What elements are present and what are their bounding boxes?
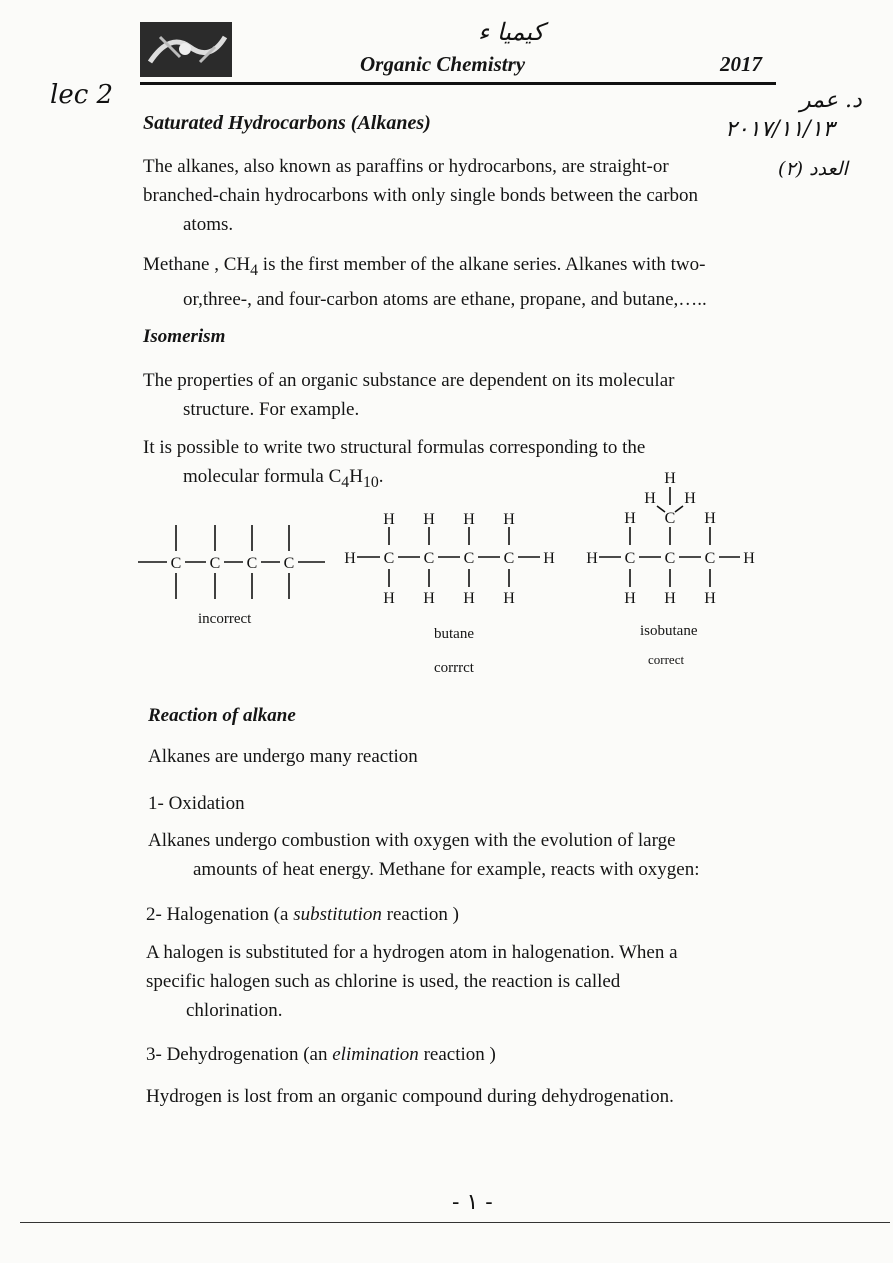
hydrogen-atom: H — [624, 590, 636, 607]
hydrogen-atom: H — [463, 590, 475, 607]
text-line: branched-chain hydrocarbons with only single bonds between the carbon — [143, 185, 699, 206]
arabic-note: كيميا ء — [478, 18, 545, 46]
carbon-atom: C — [423, 550, 435, 567]
carbon-atom: C — [704, 550, 716, 567]
text-line: The properties of an organic substance are dependent on its molecular — [143, 370, 675, 391]
hydrogen-atom: H — [624, 510, 636, 527]
carbon-atom: C — [463, 550, 475, 567]
arabic-doctor: د. عمر — [800, 88, 862, 113]
margin-note: lec 2 — [50, 80, 114, 110]
carbon-atom: C — [246, 555, 258, 572]
reaction-2-title — [146, 900, 776, 929]
page-title: Organic Chemistry — [360, 52, 526, 76]
carbon-atom: C — [664, 510, 676, 527]
reaction-intro: Alkanes are undergo many reaction — [148, 746, 418, 767]
text-fragment: 3- Dehydrogenation (an — [146, 1044, 333, 1065]
hydrogen-atom: H — [344, 550, 356, 567]
text-line: amounts of heat energy. Methane for example, reacts with oxygen: — [193, 859, 700, 880]
text-line: The alkanes, also known as paraffins or hydrocarbons, are straight-or — [143, 156, 669, 177]
paragraph-properties — [143, 366, 773, 424]
text-fragment: reaction ) — [418, 1044, 496, 1065]
hydrogen-atom: H — [586, 550, 598, 567]
text-line: or,three-, and four-carbon atoms are ethane, propane, and butane,….. — [183, 288, 707, 310]
paragraph-oxidation — [148, 826, 773, 884]
arabic-date: ٢٠١٧/١١/١٣ — [725, 117, 835, 142]
paragraph-alkanes — [143, 152, 768, 239]
text-fragment: . — [378, 466, 384, 487]
arabic-number: العدد (٢) — [778, 158, 848, 180]
text-fragment: 2- Halogenation (a — [146, 904, 294, 925]
text-emphasis: elimination — [332, 1044, 419, 1065]
text-line: Alkanes undergo combustion with oxygen with the evolution of large — [148, 830, 676, 851]
hydrogen-atom: H — [383, 511, 395, 528]
butane-status: corrrct — [434, 660, 474, 676]
section-heading-reaction: Reaction of alkane — [148, 705, 296, 726]
footer-rule — [20, 1222, 890, 1223]
text-fragment: molecular formula C — [183, 466, 342, 487]
carbon-atom: C — [624, 550, 636, 567]
text-line: specific halogen such as chlorine is used, the reaction is called — [146, 971, 621, 992]
year: 2017 — [720, 52, 762, 76]
hydrogen-atom: H — [743, 550, 755, 567]
hydrogen-atom: H — [684, 490, 696, 507]
carbon-atom: C — [664, 550, 676, 567]
hydrogen-atom: H — [423, 511, 435, 528]
text-line: atoms. — [183, 214, 234, 235]
carbon-atom: C — [503, 550, 515, 567]
hydrogen-atom: H — [503, 511, 515, 528]
hydrogen-atom: H — [383, 590, 395, 607]
reaction-3-title — [146, 1040, 776, 1069]
structural-formulas-diagram — [130, 465, 780, 625]
hydrogen-atom: H — [704, 590, 716, 607]
hydrogen-atom: H — [644, 490, 656, 507]
isobutane-status: correct — [648, 652, 685, 667]
text-line: It is possible to write two structural formulas corresponding to the — [143, 437, 646, 458]
text-line: A halogen is substituted for a hydrogen atom in halogenation. When a — [146, 942, 678, 963]
page-number: - ١ - — [452, 1190, 493, 1215]
paragraph-dehydrogenation: Hydrogen is lost from an organic compound during dehydrogenation. — [146, 1086, 674, 1107]
section-heading-isomerism: Isomerism — [143, 326, 226, 347]
butane-label: butane — [434, 626, 474, 642]
subscript: 4 — [341, 473, 350, 491]
hydrogen-atom: H — [543, 550, 555, 567]
carbon-atom: C — [209, 555, 221, 572]
header-rule — [140, 82, 776, 85]
hydrogen-atom: H — [423, 590, 435, 607]
hydrogen-atom: H — [664, 590, 676, 607]
text-fragment: H — [349, 466, 363, 487]
section-heading-alkanes: Saturated Hydrocarbons (Alkanes) — [143, 112, 431, 134]
text-line: structure. For example. — [183, 399, 360, 420]
subscript: 4 — [250, 261, 259, 279]
carbon-atom: C — [383, 550, 395, 567]
paragraph-methane — [143, 250, 773, 314]
carbon-atom: C — [283, 555, 295, 572]
text-emphasis: substitution — [293, 904, 382, 925]
hydrogen-atom: H — [503, 590, 515, 607]
carbon-atom: C — [170, 555, 182, 572]
incorrect-label: incorrect — [198, 611, 252, 627]
text-line: chlorination. — [186, 1000, 283, 1021]
hydrogen-atom: H — [704, 510, 716, 527]
text-fragment: reaction ) — [381, 904, 459, 925]
logo — [140, 22, 232, 77]
text-fragment: is the first member of the alkane series. Alkanes with two- — [258, 254, 706, 275]
reaction-1-title: 1- Oxidation — [148, 793, 245, 814]
text-fragment: Methane , CH — [143, 254, 251, 275]
hydrogen-atom: H — [664, 470, 676, 487]
subscript: 10 — [362, 473, 379, 491]
paragraph-halogenation — [146, 938, 774, 1025]
hydrogen-atom: H — [463, 511, 475, 528]
isobutane-label: isobutane — [640, 623, 698, 639]
